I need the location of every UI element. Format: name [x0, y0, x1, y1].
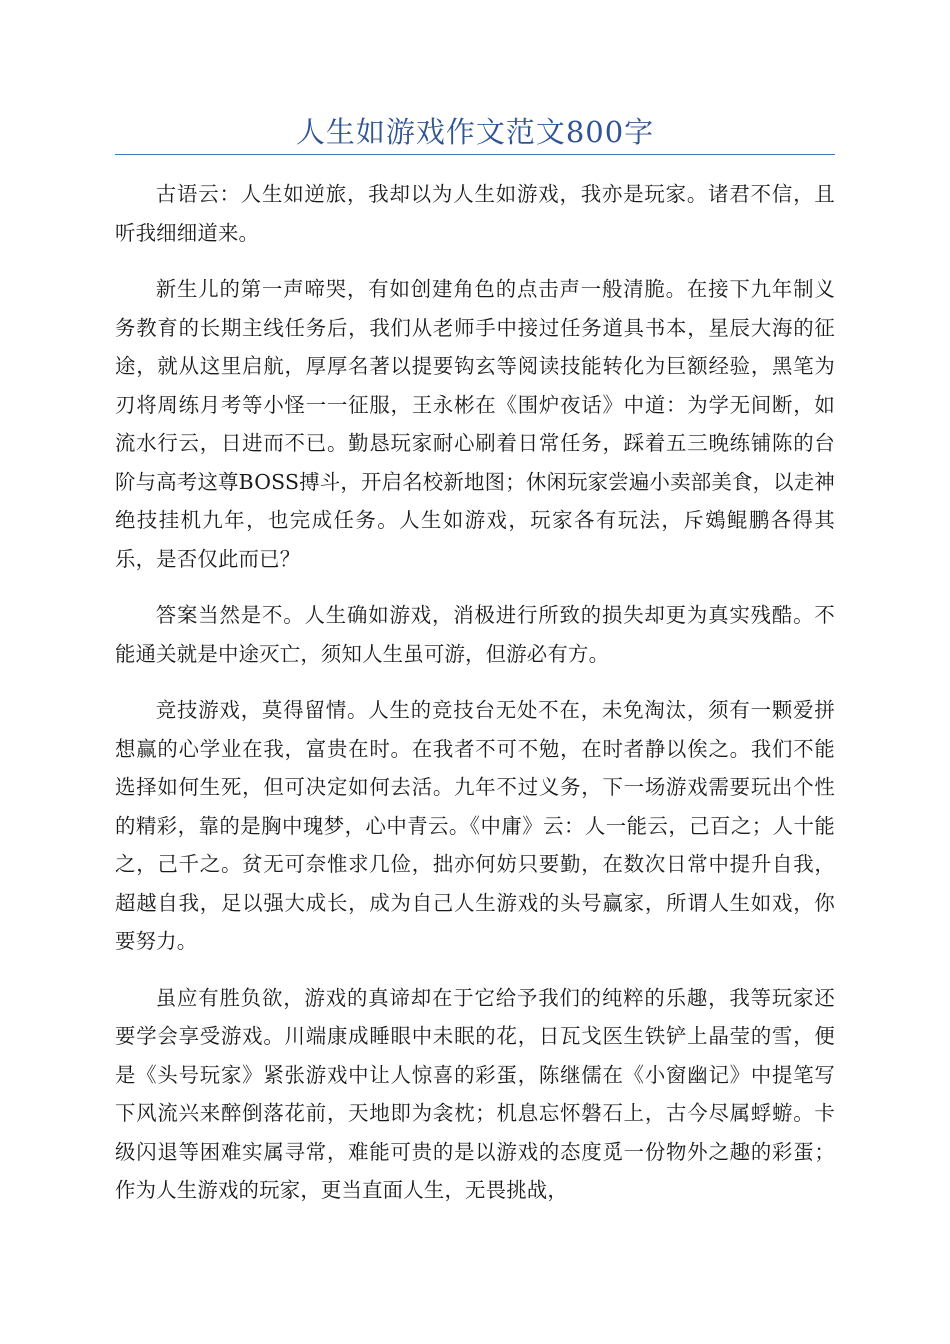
page-title: 人生如游戏作文范文800字	[295, 115, 655, 149]
paragraph-1: 古语云：人生如逆旅，我却以为人生如游戏，我亦是玩家。诸君不信，且听我细细道来。	[115, 182, 835, 245]
paragraph-5: 虽应有胜负欲，游戏的真谛却在于它给予我们的纯粹的乐趣，我等玩家还要学会享受游戏。川端康成睡眼中未眠的花，日瓦戈医生铁铲上晶莹的雪，便是《头号玩家》紧张游戏中让人惊喜的彩蛋，陈继儒在《小窗幽记》中提笔写下风流兴来醉倒落花前，天地即为衾枕；机息忘怀磐石上，古今尽属蜉蝣。卡级闪退等困难实属寻常，难能可贵的是以游戏的态度觅一份物外之趣的彩蛋；作为人生游戏的玩家，更当直面人生，无畏挑战，	[115, 985, 835, 1202]
paragraph-3: 答案当然是不。人生确如游戏，消极进行所致的损失却更为真实残酷。不能通关就是中途灭亡，须知人生虽可游，但游必有方。	[115, 603, 835, 666]
paragraph-4: 竞技游戏，莫得留情。人生的竞技台无处不在，未免淘汰，须有一颗爱拼想赢的心学业在我，富贵在时。在我者不可不勉，在时者静以俟之。我们不能选择如何生死，但可决定如何去活。九年不过义务，下一场游戏需要玩出个性的精彩，靠的是胸中瑰梦，心中青云。《中庸》云：人一能云，己百之；人十能之，己千之。贫无可奈惟求几俭，拙亦何妨只要勤，在数次日常中提升自我，超越自我，足以强大成长，成为自己人生游戏的头号赢家，所谓人生如戏，你要努力。	[115, 698, 835, 953]
paragraph-2: 新生儿的第一声啼哭，有如创建角色的点击声一般清脆。在接下九年制义务教育的长期主线任务后，我们从老师手中接过任务道具书本，星辰大海的征途，就从这里启航，厚厚名著以提要钩玄等阅读技能转化为巨额经验，黑笔为刃将周练月考等小怪一一征服，王永彬在《围炉夜话》中道：为学无间断，如流水行云，日进而不已。勤恳玩家耐心刷着日常任务，踩着五三晚练铺陈的台阶与高考这尊BOSS搏斗，开启名校新地图；休闲玩家尝遍小卖部美食，以走神绝技挂机九年，也完成任务。人生如游戏，玩家各有玩法，斥鴳鲲鹏各得其乐，是否仅此而已？	[115, 277, 835, 571]
title-underline	[115, 154, 835, 155]
article-body	[115, 175, 835, 1228]
